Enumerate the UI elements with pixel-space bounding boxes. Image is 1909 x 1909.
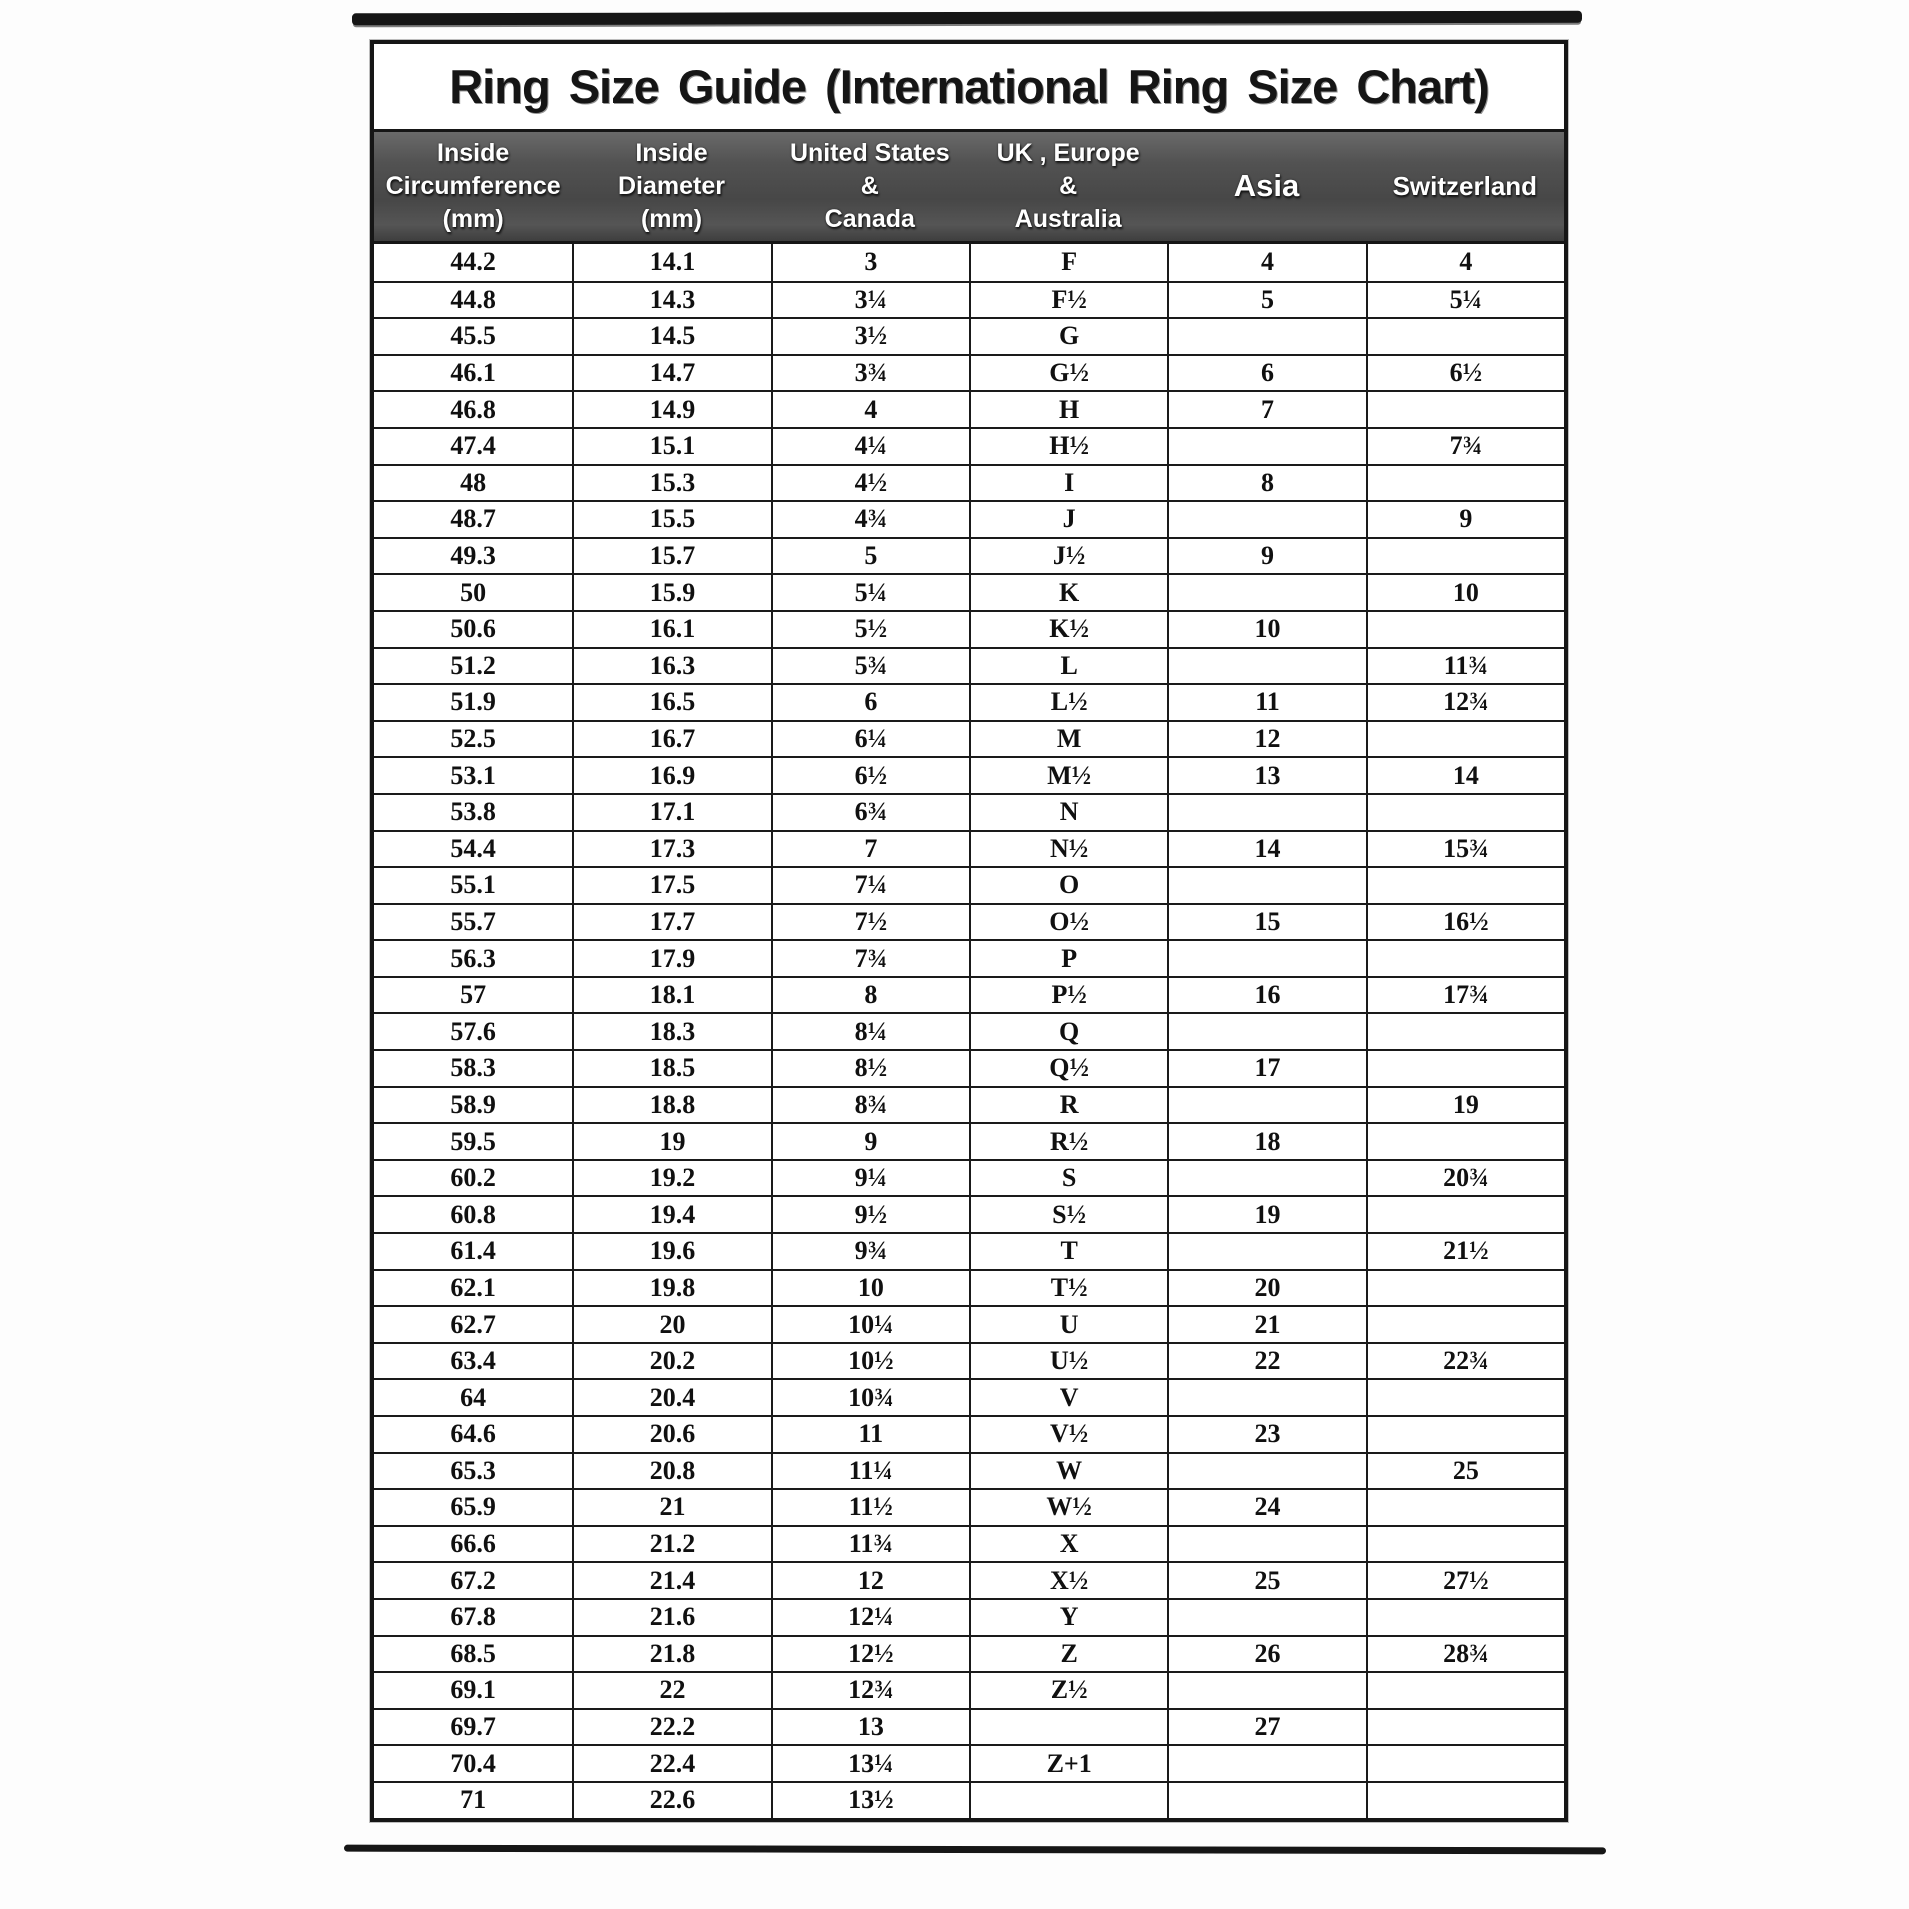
table-cell: 46.1	[374, 354, 572, 391]
table-cell: P½	[969, 976, 1167, 1013]
table-cell: 60.8	[374, 1195, 572, 1232]
table-cell: T	[969, 1232, 1167, 1269]
table-body	[374, 244, 1564, 1818]
table-cell	[1366, 1122, 1564, 1159]
table-cell: 71	[374, 1781, 572, 1818]
table-cell: 7¾	[771, 939, 969, 976]
table-cell: 20.4	[572, 1378, 770, 1415]
table-cell: 4	[771, 390, 969, 427]
table-cell	[1366, 1195, 1564, 1232]
table-cell: 9	[1366, 500, 1564, 537]
table-cell: 6¾	[771, 793, 969, 830]
table-cell: 15.3	[572, 464, 770, 501]
table-cell: 16.9	[572, 756, 770, 793]
table-cell: 11¾	[1366, 647, 1564, 684]
table-cell: 17¾	[1366, 976, 1564, 1013]
table-cell: X½	[969, 1561, 1167, 1598]
table-cell: 24	[1167, 1488, 1365, 1525]
table-cell: 15¾	[1366, 830, 1564, 867]
table-cell: 44.8	[374, 281, 572, 318]
table-cell: 53.8	[374, 793, 572, 830]
table-cell: 20	[572, 1305, 770, 1342]
column-header-us-canada: United States & Canada	[789, 139, 950, 233]
table-cell	[1167, 647, 1365, 684]
table-cell	[1167, 1086, 1365, 1123]
table-cell: Q½	[969, 1049, 1167, 1086]
table-cell: 26	[1167, 1635, 1365, 1672]
table-cell: 9½	[771, 1195, 969, 1232]
table-cell: 13½	[771, 1781, 969, 1818]
table-cell	[1366, 793, 1564, 830]
table-cell: 64	[374, 1378, 572, 1415]
ring-size-chart-sheet	[370, 40, 1568, 1822]
table-cell: S	[969, 1159, 1167, 1196]
table-cell: M	[969, 720, 1167, 757]
table-cell: 16.3	[572, 647, 770, 684]
table-cell	[1366, 1488, 1564, 1525]
table-cell: 27½	[1366, 1561, 1564, 1598]
table-cell: 10	[1167, 610, 1365, 647]
table-cell: H½	[969, 427, 1167, 464]
table-cell: 11½	[771, 1488, 969, 1525]
table-cell: 6½	[1366, 354, 1564, 391]
table-cell: 25	[1366, 1452, 1564, 1489]
table-cell	[1167, 1012, 1365, 1049]
table-cell: X	[969, 1525, 1167, 1562]
table-cell: 15	[1167, 903, 1365, 940]
table-cell: 19	[1366, 1086, 1564, 1123]
column-header-inside-circumference: Inside Circumference (mm)	[385, 139, 561, 233]
table-cell	[1167, 1671, 1365, 1708]
table-cell: 66.6	[374, 1525, 572, 1562]
table-cell: 52.5	[374, 720, 572, 757]
table-cell	[1366, 390, 1564, 427]
table-cell	[1366, 1305, 1564, 1342]
page-title: Ring Size Guide (International Ring Size Chart)	[449, 60, 1489, 113]
table-cell	[1366, 610, 1564, 647]
table-cell: 3¾	[771, 354, 969, 391]
table-cell: K	[969, 573, 1167, 610]
table-cell: 59.5	[374, 1122, 572, 1159]
table-cell: G½	[969, 354, 1167, 391]
table-cell: 60.2	[374, 1159, 572, 1196]
table-cell: 15.9	[572, 573, 770, 610]
table-cell: N	[969, 793, 1167, 830]
table-cell: 8	[1167, 464, 1365, 501]
table-cell: 8¼	[771, 1012, 969, 1049]
table-cell: J	[969, 500, 1167, 537]
table-cell: 13	[771, 1708, 969, 1745]
table-cell: 21.4	[572, 1561, 770, 1598]
table-cell: 22¾	[1366, 1342, 1564, 1379]
table-cell: W½	[969, 1488, 1167, 1525]
table-cell: 11¾	[771, 1525, 969, 1562]
column-header-switzerland: Switzerland	[1392, 171, 1538, 202]
top-rule	[352, 11, 1582, 26]
table-cell: 7¾	[1366, 427, 1564, 464]
table-cell	[1167, 500, 1365, 537]
table-cell: 22	[1167, 1342, 1365, 1379]
table-cell: 21.8	[572, 1635, 770, 1672]
table-cell: 15.7	[572, 537, 770, 574]
table-cell: 7	[771, 830, 969, 867]
table-cell: 20	[1167, 1269, 1365, 1306]
table-cell	[1167, 1232, 1365, 1269]
table-cell: 6¼	[771, 720, 969, 757]
table-cell: 22.6	[572, 1781, 770, 1818]
table-cell: 14.9	[572, 390, 770, 427]
table-cell: 20.2	[572, 1342, 770, 1379]
table-cell	[1167, 793, 1365, 830]
table-cell	[1167, 1744, 1365, 1781]
table-cell: 3½	[771, 317, 969, 354]
table-cell: 57	[374, 976, 572, 1013]
table-cell: 21	[1167, 1305, 1365, 1342]
table-cell: 22	[572, 1671, 770, 1708]
table-cell	[1366, 1781, 1564, 1818]
table-cell: 9¾	[771, 1232, 969, 1269]
table-cell: 3	[771, 244, 969, 281]
table-cell: 62.1	[374, 1269, 572, 1306]
table-cell: 17.5	[572, 866, 770, 903]
table-cell: 53.1	[374, 756, 572, 793]
table-cell: 19.4	[572, 1195, 770, 1232]
table-cell: T½	[969, 1269, 1167, 1306]
table-cell	[1167, 1598, 1365, 1635]
table-cell: 46.8	[374, 390, 572, 427]
table-cell: U	[969, 1305, 1167, 1342]
table-cell: 48.7	[374, 500, 572, 537]
table-cell: 8½	[771, 1049, 969, 1086]
table-cell: 21½	[1366, 1232, 1564, 1269]
table-cell: 10½	[771, 1342, 969, 1379]
table-cell: O½	[969, 903, 1167, 940]
table-cell: 16.5	[572, 683, 770, 720]
table-cell: 47.4	[374, 427, 572, 464]
table-cell: 67.2	[374, 1561, 572, 1598]
table-cell: N½	[969, 830, 1167, 867]
table-cell	[1167, 573, 1365, 610]
table-cell: 20.6	[572, 1415, 770, 1452]
table-cell: J½	[969, 537, 1167, 574]
table-cell: 10¾	[771, 1378, 969, 1415]
table-cell: 18.5	[572, 1049, 770, 1086]
table-cell: 4½	[771, 464, 969, 501]
table-cell: W	[969, 1452, 1167, 1489]
table-cell: 14	[1167, 830, 1365, 867]
table-cell: 65.9	[374, 1488, 572, 1525]
table-cell: 20¾	[1366, 1159, 1564, 1196]
table-cell	[1167, 866, 1365, 903]
table-cell: 18.1	[572, 976, 770, 1013]
table-cell: U½	[969, 1342, 1167, 1379]
table-cell: 22.4	[572, 1744, 770, 1781]
table-cell: 14	[1366, 756, 1564, 793]
table-cell: 50.6	[374, 610, 572, 647]
table-cell: 57.6	[374, 1012, 572, 1049]
table-cell: 7¼	[771, 866, 969, 903]
table-cell: 44.2	[450, 247, 496, 277]
table-cell	[1366, 1744, 1564, 1781]
table-cell: Q	[969, 1012, 1167, 1049]
table-cell: 19.6	[572, 1232, 770, 1269]
table-cell: 58.9	[374, 1086, 572, 1123]
table-cell: 11	[771, 1415, 969, 1452]
table-cell: V½	[969, 1415, 1167, 1452]
table-cell: Z	[969, 1635, 1167, 1672]
table-cell	[1167, 427, 1365, 464]
table-cell	[1167, 1525, 1365, 1562]
table-cell	[1366, 317, 1564, 354]
table-cell: 17.1	[572, 793, 770, 830]
table-cell: 16.7	[572, 720, 770, 757]
table-cell: 58.3	[374, 1049, 572, 1086]
table-cell: 48	[374, 464, 572, 501]
table-cell: 61.4	[374, 1232, 572, 1269]
table-cell: 23	[1167, 1415, 1365, 1452]
table-cell: 62.7	[374, 1305, 572, 1342]
table-cell: 64.6	[374, 1415, 572, 1452]
table-cell: 10	[771, 1269, 969, 1306]
table-cell: 16.1	[572, 610, 770, 647]
table-cell	[1366, 1415, 1564, 1452]
table-cell: 22.2	[572, 1708, 770, 1745]
table-cell: 7½	[771, 903, 969, 940]
table-cell: 4¾	[771, 500, 969, 537]
table-cell: 12	[1167, 720, 1365, 757]
table-cell: 45.5	[374, 317, 572, 354]
table-cell: 15.5	[572, 500, 770, 537]
table-cell: 9	[1167, 537, 1365, 574]
table-cell: F½	[969, 281, 1167, 318]
table-cell	[1167, 1159, 1365, 1196]
title-band	[374, 44, 1564, 132]
table-cell: 70.4	[374, 1744, 572, 1781]
table-cell: 14.7	[572, 354, 770, 391]
table-cell	[1366, 939, 1564, 976]
table-cell: 19	[572, 1122, 770, 1159]
table-cell: 4	[1167, 244, 1365, 281]
table-cell: 7	[1167, 390, 1365, 427]
table-cell: 25	[1167, 1561, 1365, 1598]
table-cell: 14.5	[572, 317, 770, 354]
table-cell: Z½	[969, 1671, 1167, 1708]
table-cell: 4¼	[771, 427, 969, 464]
table-cell: 9¼	[771, 1159, 969, 1196]
table-cell: 11	[1167, 683, 1365, 720]
table-cell: 6	[1167, 354, 1365, 391]
table-cell: V	[969, 1378, 1167, 1415]
table-cell: 12	[771, 1561, 969, 1598]
table-cell: 5	[771, 537, 969, 574]
table-cell: 3¼	[771, 281, 969, 318]
table-cell: H	[969, 390, 1167, 427]
table-cell: 14.3	[572, 281, 770, 318]
table-cell: 12¾	[771, 1671, 969, 1708]
table-cell: 27	[1167, 1708, 1365, 1745]
table-cell: 5¼	[771, 573, 969, 610]
table-cell: 12¼	[771, 1598, 969, 1635]
table-cell	[1366, 1049, 1564, 1086]
table-cell: 16½	[1366, 903, 1564, 940]
table-cell	[1366, 464, 1564, 501]
table-cell: 6	[771, 683, 969, 720]
table-cell: I	[969, 464, 1167, 501]
table-cell: R½	[969, 1122, 1167, 1159]
table-cell	[1167, 1378, 1365, 1415]
table-cell: 67.8	[374, 1598, 572, 1635]
table-cell: 11¼	[771, 1452, 969, 1489]
table-cell: 69.1	[374, 1671, 572, 1708]
table-cell	[1366, 1598, 1564, 1635]
table-cell: 68.5	[374, 1635, 572, 1672]
table-cell: P	[969, 939, 1167, 976]
table-cell: 63.4	[374, 1342, 572, 1379]
table-cell: R	[969, 1086, 1167, 1123]
table-cell: L½	[969, 683, 1167, 720]
table-cell	[1366, 1525, 1564, 1562]
table-cell: S½	[969, 1195, 1167, 1232]
table-cell: 19	[1167, 1195, 1365, 1232]
table-cell: 51.2	[374, 647, 572, 684]
table-cell: 18	[1167, 1122, 1365, 1159]
column-header-asia: Asia	[1233, 168, 1300, 204]
table-cell: 17.9	[572, 939, 770, 976]
table-cell: 10	[1366, 573, 1564, 610]
table-cell: 6½	[771, 756, 969, 793]
column-header-inside-diameter: Inside Diameter (mm)	[617, 139, 725, 233]
table-cell: 18.3	[572, 1012, 770, 1049]
table-cell: 19.2	[572, 1159, 770, 1196]
table-cell: G	[969, 317, 1167, 354]
table-cell: 5¼	[1366, 281, 1564, 318]
table-cell	[1366, 1012, 1564, 1049]
table-cell: Z+1	[969, 1744, 1167, 1781]
table-cell: 49.3	[374, 537, 572, 574]
table-cell: 8¾	[771, 1086, 969, 1123]
table-cell: L	[969, 647, 1167, 684]
table-cell	[1366, 1378, 1564, 1415]
table-cell: 4	[1366, 244, 1564, 281]
table-cell: 21.2	[572, 1525, 770, 1562]
table-cell	[1366, 1269, 1564, 1306]
column-header-uk-europe-australia: UK , Europe & Australia	[996, 139, 1140, 233]
table-cell: 17.7	[572, 903, 770, 940]
table-cell: 51.9	[374, 683, 572, 720]
table-cell: 17	[1167, 1049, 1365, 1086]
table-cell	[969, 1781, 1167, 1818]
table-cell: 55.1	[374, 866, 572, 903]
table-cell: 13¼	[771, 1744, 969, 1781]
table-cell: 69.7	[374, 1708, 572, 1745]
table-cell: 14.1	[572, 244, 770, 281]
table-cell: 12½	[771, 1635, 969, 1672]
table-cell: 9	[771, 1122, 969, 1159]
table-cell	[969, 1708, 1167, 1745]
table-cell: F	[969, 244, 1167, 281]
table-cell: 5½	[771, 610, 969, 647]
table-cell: 20.8	[572, 1452, 770, 1489]
table-cell	[1366, 866, 1564, 903]
table-cell	[1366, 1671, 1564, 1708]
table-cell: 65.3	[374, 1452, 572, 1489]
table-cell: 5	[1167, 281, 1365, 318]
table-cell	[1167, 1452, 1365, 1489]
table-cell: K½	[969, 610, 1167, 647]
table-cell: 8	[771, 976, 969, 1013]
table-cell	[1366, 720, 1564, 757]
table-cell	[1366, 1708, 1564, 1745]
table-cell: 5¾	[771, 647, 969, 684]
table-cell: 54.4	[374, 830, 572, 867]
table-cell: 28¾	[1366, 1635, 1564, 1672]
table-cell: 13	[1167, 756, 1365, 793]
table-cell: 18.8	[572, 1086, 770, 1123]
table-cell: 15.1	[572, 427, 770, 464]
table-cell: Y	[969, 1598, 1167, 1635]
table-cell: O	[969, 866, 1167, 903]
table-cell: 10¼	[771, 1305, 969, 1342]
table-cell: 16	[1167, 976, 1365, 1013]
table-cell	[1167, 939, 1365, 976]
table-cell	[1167, 317, 1365, 354]
table-cell: 12¾	[1366, 683, 1564, 720]
table-cell: 50	[374, 573, 572, 610]
table-cell	[1366, 537, 1564, 574]
table-cell: M½	[969, 756, 1167, 793]
table-cell: 17.3	[572, 830, 770, 867]
table-cell: 21.6	[572, 1598, 770, 1635]
table-cell: 21	[572, 1488, 770, 1525]
bottom-rule	[344, 1845, 1606, 1855]
header-row	[374, 132, 1564, 244]
table-cell: 55.7	[374, 903, 572, 940]
table-cell: 19.8	[572, 1269, 770, 1306]
table-cell: 56.3	[374, 939, 572, 976]
table-cell	[1167, 1781, 1365, 1818]
